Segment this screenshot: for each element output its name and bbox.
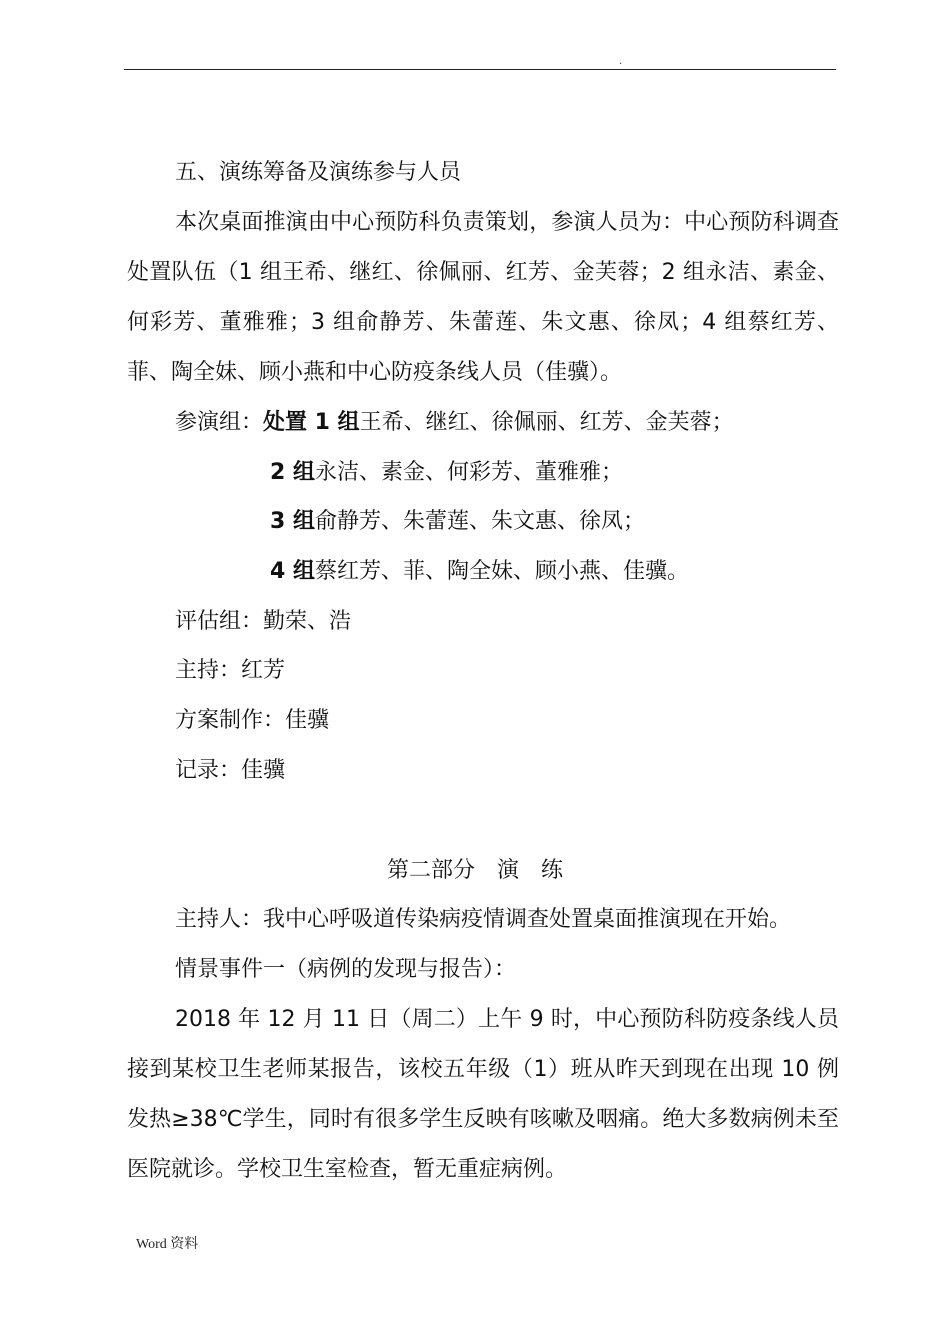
group-tag: 2 组 <box>270 460 315 485</box>
header-rule <box>124 69 836 70</box>
groups-label: 参演组： <box>175 410 264 435</box>
scenario-text: 2018 年 12 月 11 日（周二）上午 9 时，中心预防科防疫条线人员接到某校卫生老师某报告，该校五年级（1）班从昨天到现在出现 10 例发热≥38℃学生，同时有很多学生反映有咳嗽及咽痛。绝大多数病例未至医院就诊。学校卫生室检查，暂无重症病例。 <box>127 1007 839 1182</box>
assessment-group: 评估组：勤荣、浩 <box>175 609 352 634</box>
group-members: 俞静芳、朱蕾莲、朱文惠、徐凤； <box>314 509 645 534</box>
part-two-title: 第二部分 演 练 <box>386 858 563 883</box>
host-announcement: 主持人：我中心呼吸道传染病疫情调查处置桌面推演现在开始。 <box>175 907 792 932</box>
header-mark: . <box>619 56 623 67</box>
footer-label: Word 资料 <box>136 1237 199 1252</box>
group-row-4 <box>270 547 689 597</box>
group-row-3 <box>270 497 645 547</box>
plan-author: 方案制作：佳骥 <box>175 708 330 733</box>
record-author: 记录：佳骥 <box>175 758 286 783</box>
scenario-title: 情景事件一（病例的发现与报告）： <box>175 957 517 982</box>
group-tag: 处置 1 组 <box>263 410 360 435</box>
host-line: 主持：红芳 <box>175 658 286 683</box>
group-row-2 <box>270 448 623 498</box>
group-members: 王希、继红、徐佩丽、红芳、金芙蓉； <box>359 410 734 435</box>
group-row-1 <box>175 398 734 448</box>
group-tag: 4 组 <box>270 559 315 584</box>
section-intro: 本次桌面推演由中心预防科负责策划，参演人员为：中心预防科调查处置队伍（1 组王希、继红、徐佩丽、红芳、金芙蓉；2 组永洁、素金、何彩芳、董雅雅；3 组俞静芳、朱蕾莲、朱文惠、徐凤；4 组蔡红芳、菲、陶全妹、顾小燕和中心防疫条线人员（佳骥）。 <box>127 210 839 385</box>
group-members: 蔡红芳、菲、陶全妹、顾小燕、佳骥。 <box>314 559 689 584</box>
section-title: 五、演练筹备及演练参与人员 <box>175 160 462 185</box>
group-tag: 3 组 <box>270 509 315 534</box>
group-members: 永洁、素金、何彩芳、董雅雅； <box>314 460 623 485</box>
